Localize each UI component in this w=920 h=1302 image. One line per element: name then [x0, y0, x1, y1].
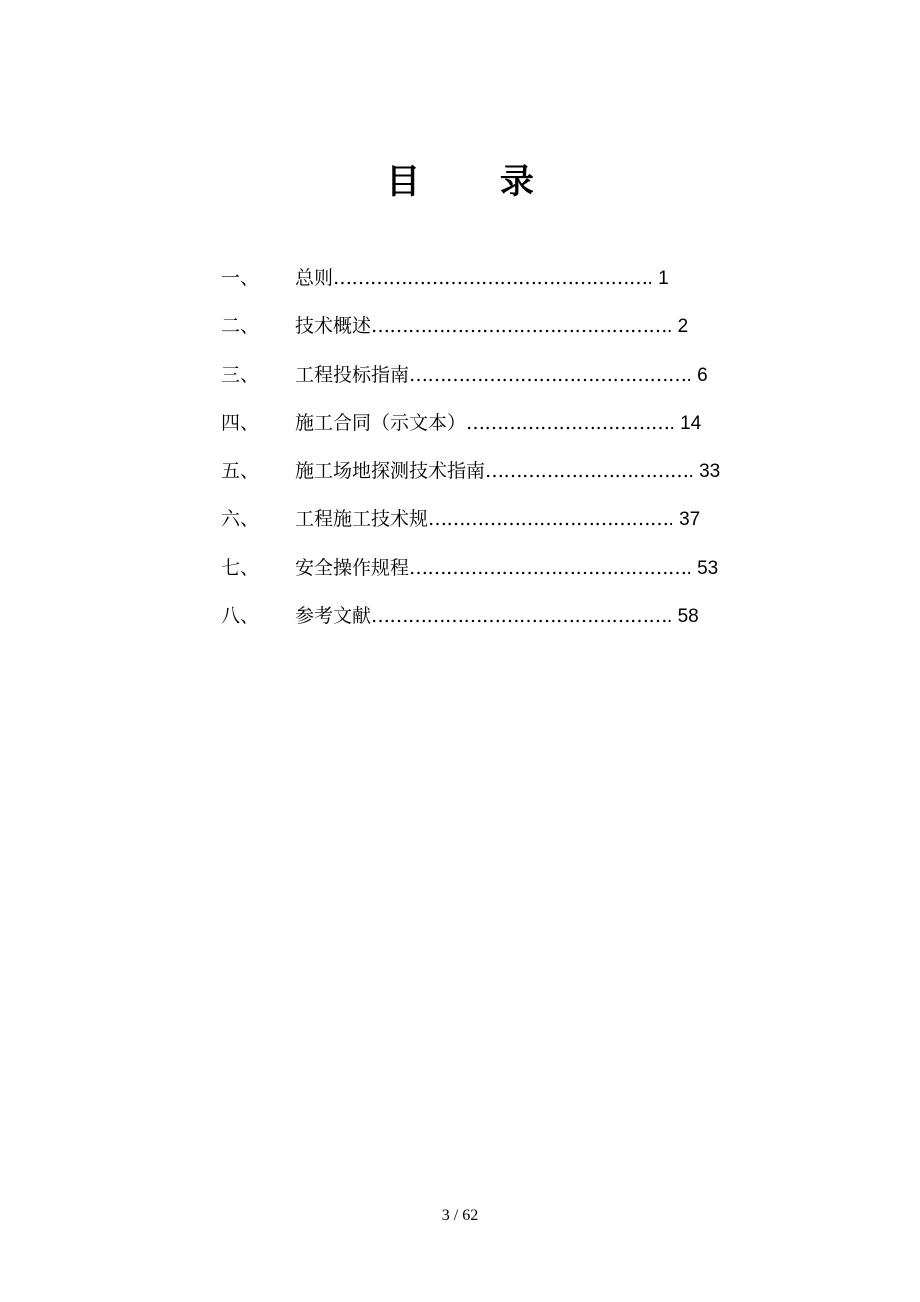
toc-leader-dots: …………………………………	[428, 508, 669, 531]
toc-leader-dots: ……………………………………………	[333, 267, 648, 289]
toc-entry	[295, 258, 669, 299]
toc-number: 五、	[221, 460, 260, 483]
page-title: 目 录	[386, 162, 568, 202]
toc-row-3[interactable]	[221, 355, 761, 403]
toc-row-8[interactable]	[221, 596, 761, 644]
toc-leader-dots: ……………………………	[466, 411, 670, 434]
toc-entry	[295, 355, 708, 396]
toc-page-number: . 6	[686, 364, 708, 386]
toc-entry	[295, 451, 720, 492]
toc-leader-dots: ……………………………	[485, 460, 689, 483]
toc-page-number: . 33	[688, 461, 721, 483]
toc-number: 三、	[221, 363, 260, 386]
toc-page-number: . 14	[669, 412, 702, 434]
toc-page-number: . 1	[647, 268, 669, 289]
toc-title: 参考文献	[295, 605, 372, 628]
toc-title: 施工场地探测技术指南	[295, 460, 486, 483]
toc-title: 工程施工技术规	[295, 508, 429, 531]
toc-leader-dots: …………………………………………	[371, 605, 668, 628]
toc-number: 二、	[221, 315, 260, 338]
toc-number: 六、	[221, 508, 260, 531]
toc-page-number: . 58	[667, 606, 699, 628]
toc-title: 施工合同（示文本）	[295, 411, 467, 434]
toc-page-number: . 53	[686, 557, 719, 579]
toc-row-6[interactable]	[221, 499, 761, 547]
toc-leader-dots: ………………………………………	[409, 556, 687, 579]
toc-row-2[interactable]	[221, 306, 761, 354]
toc-entry	[295, 548, 718, 589]
toc-number: 一、	[221, 267, 260, 289]
toc-title: 工程投标指南	[295, 363, 410, 386]
toc-entry	[295, 403, 701, 444]
toc-number: 八、	[221, 605, 260, 628]
toc-leader-dots: ………………………………………	[409, 363, 687, 386]
toc-title: 总则	[295, 267, 334, 289]
toc-page-number: . 2	[667, 316, 689, 338]
toc-title: 技术概述	[295, 315, 372, 338]
toc-title: 安全操作规程	[295, 556, 410, 579]
toc-entry	[295, 499, 700, 540]
toc-row-5[interactable]	[221, 451, 761, 499]
toc-leader-dots: …………………………………………	[371, 315, 668, 338]
toc-row-7[interactable]	[221, 548, 761, 596]
toc-entry	[295, 306, 688, 347]
page-indicator: 3 / 62	[441, 1207, 479, 1224]
toc-row-1[interactable]	[221, 258, 761, 306]
toc-number: 四、	[221, 411, 260, 434]
table-of-contents	[221, 258, 761, 644]
toc-row-4[interactable]	[221, 403, 761, 451]
toc-number: 七、	[221, 556, 260, 579]
toc-page-number: . 37	[668, 509, 701, 531]
toc-entry	[295, 596, 699, 637]
